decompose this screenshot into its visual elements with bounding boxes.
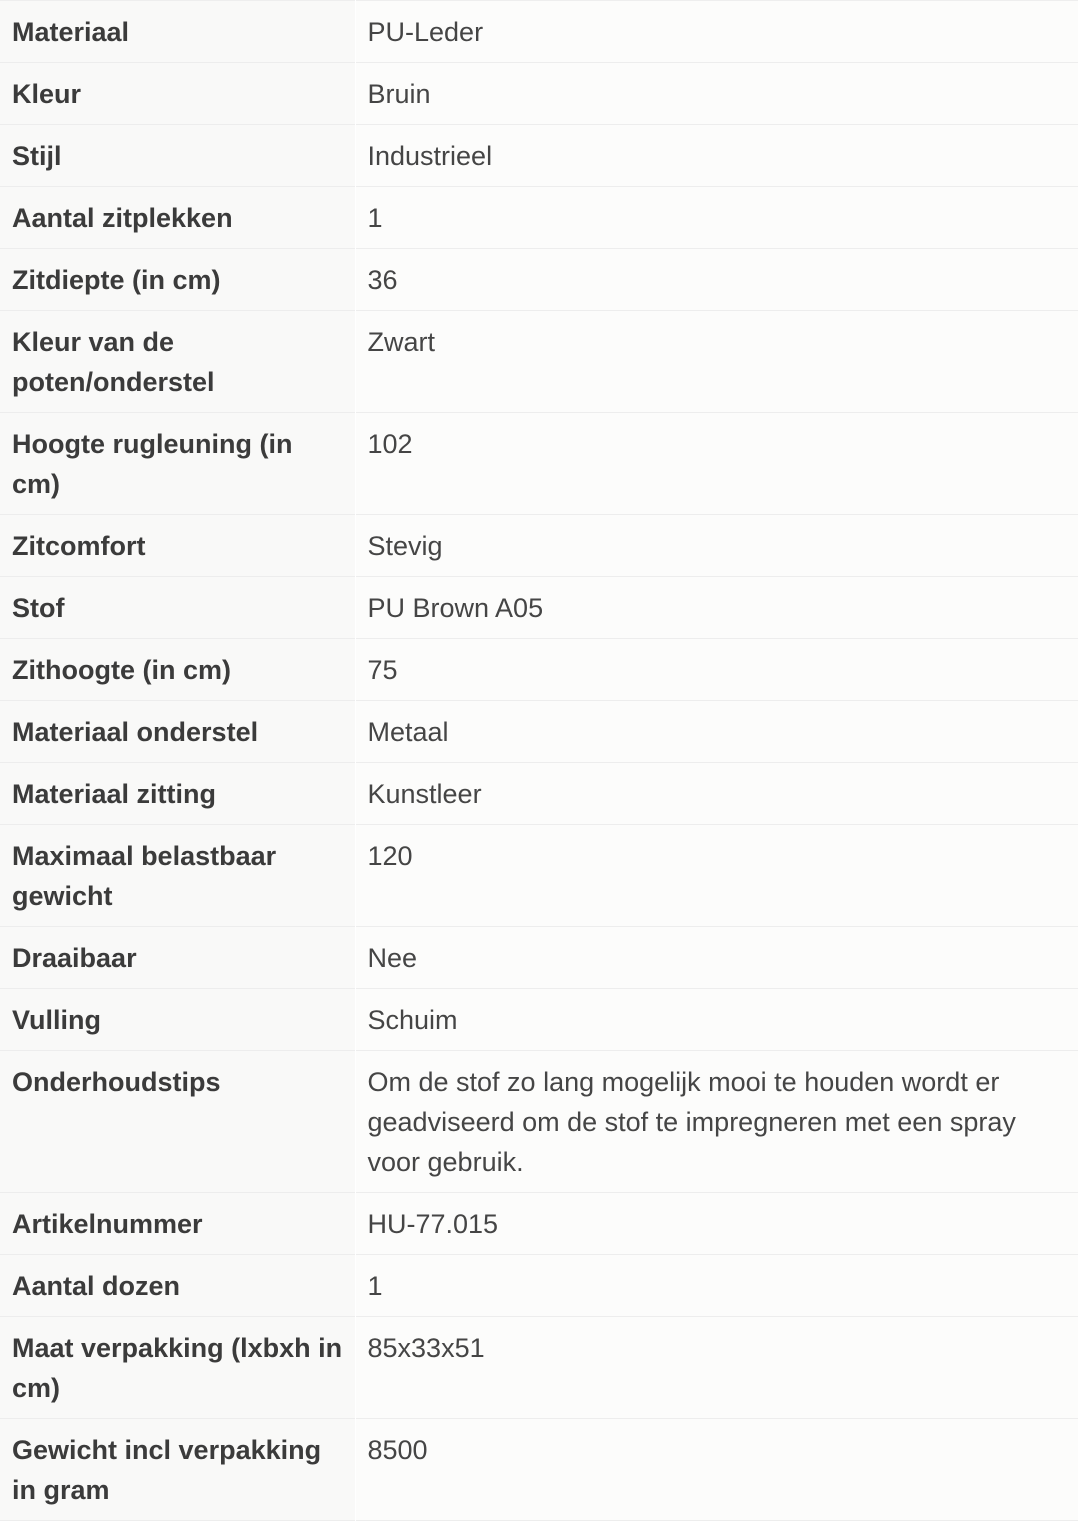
spec-value: Industrieel <box>367 141 493 171</box>
spec-row-aantal-zitplekken <box>0 187 1078 249</box>
spec-value: 36 <box>367 265 398 295</box>
spec-label: Aantal dozen <box>0 1255 355 1317</box>
spec-row-materiaal-zitting <box>0 763 1078 825</box>
spec-row-maat-verpakking <box>0 1317 1078 1419</box>
spec-value: Zwart <box>367 327 435 357</box>
spec-value: 75 <box>367 655 398 685</box>
spec-row-aantal-dozen <box>0 1255 1078 1317</box>
spec-row-stof <box>0 577 1078 639</box>
spec-label: Draaibaar <box>0 927 355 989</box>
spec-value: Nee <box>367 943 418 973</box>
spec-label: Artikelnummer <box>0 1193 355 1255</box>
spec-value: PU Brown A05 <box>367 593 544 623</box>
spec-label: Materiaal onderstel <box>0 701 355 763</box>
spec-label: Aantal zitplekken <box>0 187 355 249</box>
spec-value: 1 <box>367 203 383 233</box>
spec-value: Stevig <box>367 531 443 561</box>
spec-label: Zitcomfort <box>0 515 355 577</box>
spec-row-draaibaar <box>0 927 1078 989</box>
spec-row-materiaal <box>0 1 1078 63</box>
spec-label: Hoogte rugleuning (in cm) <box>0 413 355 515</box>
spec-label: Kleur <box>0 63 355 125</box>
spec-value: HU-77.015 <box>367 1209 499 1239</box>
spec-value: 1 <box>367 1271 383 1301</box>
spec-value: 102 <box>367 429 413 459</box>
spec-row-onderhoudstips <box>0 1051 1078 1193</box>
spec-row-materiaal-onderstel <box>0 701 1078 763</box>
spec-value: Bruin <box>367 79 431 109</box>
spec-value: Metaal <box>367 717 449 747</box>
spec-row-zitdiepte <box>0 249 1078 311</box>
spec-row-maximaal-belastbaar <box>0 825 1078 927</box>
spec-label: Kleur van de poten/onderstel <box>0 311 355 413</box>
spec-row-vulling <box>0 989 1078 1051</box>
spec-row-hoogte-rugleuning <box>0 413 1078 515</box>
spec-label: Zitdiepte (in cm) <box>0 249 355 311</box>
spec-label: Stijl <box>0 125 355 187</box>
spec-value: Schuim <box>367 1005 458 1035</box>
spec-value: Om de stof zo lang mogelijk mooi te houden wordt er geadviseerd om de stof te impregneren met een spray voor gebruik. <box>367 1067 1016 1177</box>
spec-row-zithoogte <box>0 639 1078 701</box>
spec-row-stijl <box>0 125 1078 187</box>
spec-value: 120 <box>367 841 413 871</box>
spec-label: Gewicht incl verpakking in gram <box>0 1419 355 1521</box>
spec-value: Kunstleer <box>367 779 482 809</box>
spec-label: Materiaal zitting <box>0 763 355 825</box>
spec-row-zitcomfort <box>0 515 1078 577</box>
spec-label: Vulling <box>0 989 355 1051</box>
spec-row-kleur <box>0 63 1078 125</box>
spec-row-kleur-poten <box>0 311 1078 413</box>
spec-label: Materiaal <box>0 1 355 63</box>
spec-label: Stof <box>0 577 355 639</box>
spec-label: Onderhoudstips <box>0 1051 355 1193</box>
spec-label: Maximaal belastbaar gewicht <box>0 825 355 927</box>
spec-row-gewicht-verpakking <box>0 1419 1078 1521</box>
spec-value: PU-Leder <box>367 17 484 47</box>
spec-value: 8500 <box>367 1435 428 1465</box>
spec-label: Maat verpakking (lxbxh in cm) <box>0 1317 355 1419</box>
spec-row-artikelnummer <box>0 1193 1078 1255</box>
spec-label: Zithoogte (in cm) <box>0 639 355 701</box>
spec-value: 85x33x51 <box>367 1333 485 1363</box>
